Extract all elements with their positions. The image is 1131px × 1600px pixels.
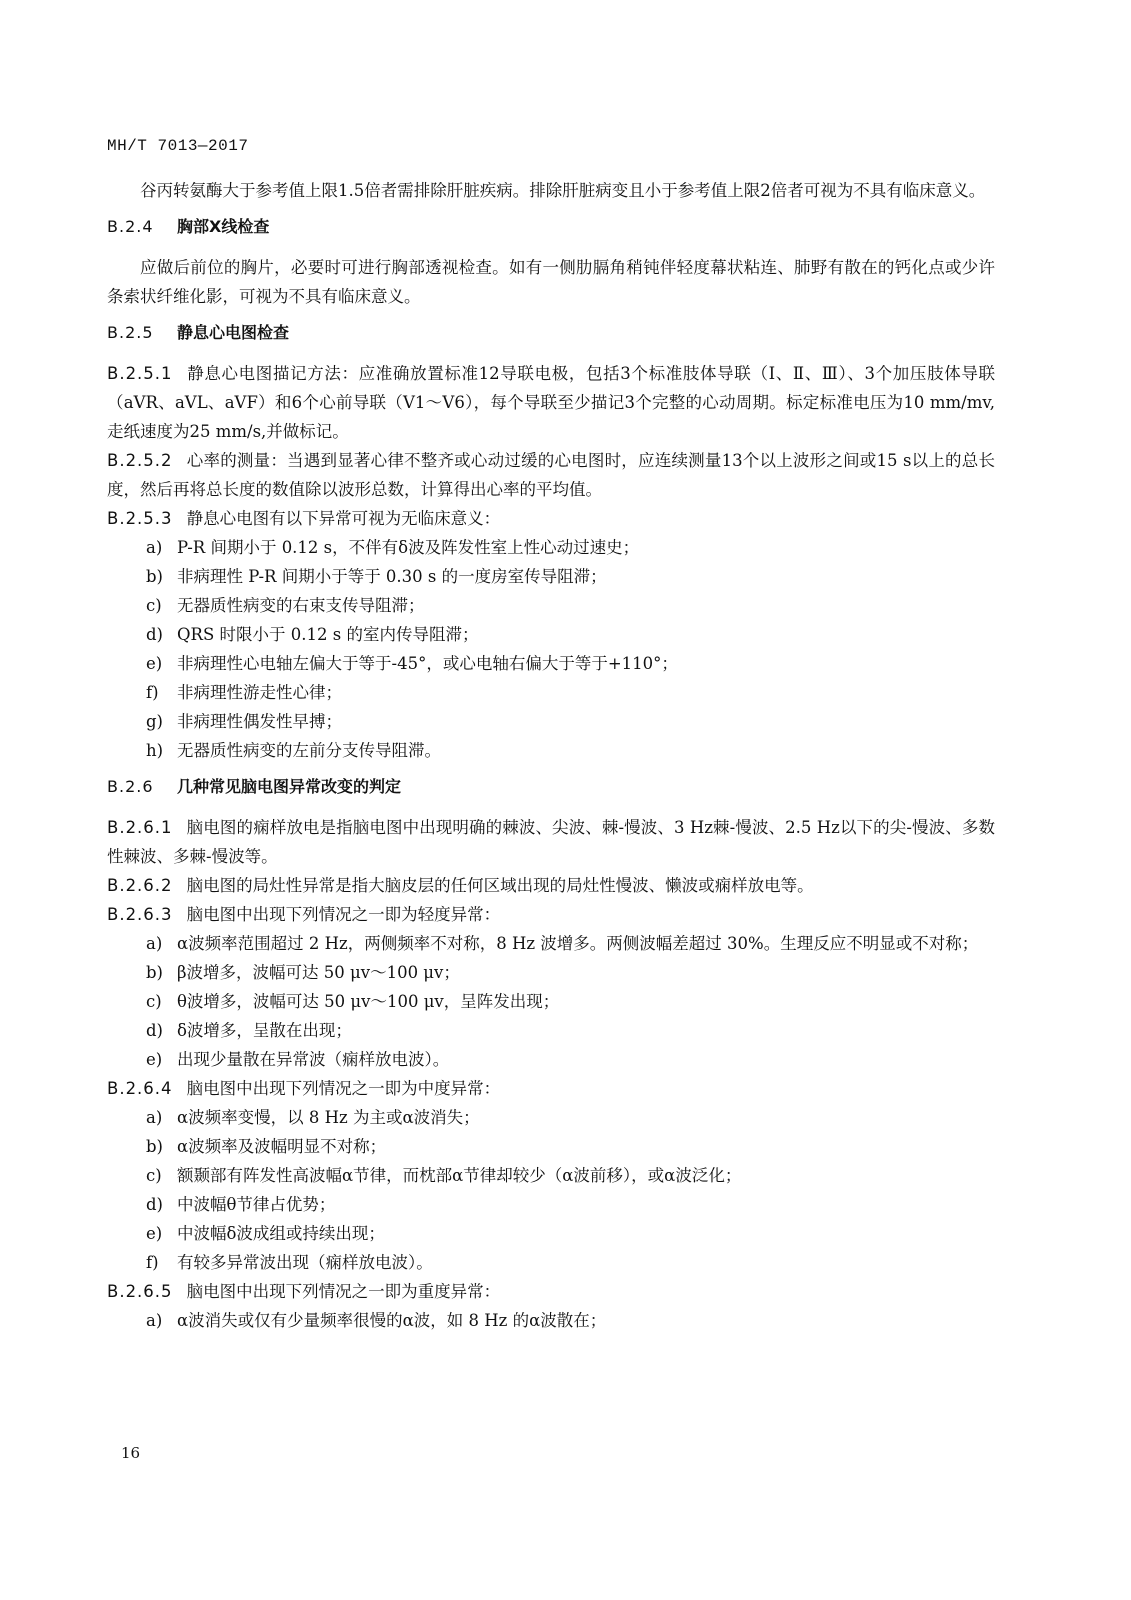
- list-item-text: 出现少量散在异常波（痫样放电波）。: [177, 1050, 450, 1069]
- list-item-letter: d): [146, 1195, 163, 1214]
- clause-b251: [107, 359, 995, 446]
- clause-number: B.2.6.1: [107, 818, 173, 837]
- list-item-letter: e): [146, 654, 163, 673]
- clause-text: 脑电图的痫样放电是指脑电图中出现明确的棘波、尖波、棘-慢波、3 Hz棘-慢波、2.5 Hz以下的尖-慢波、多数性棘波、多棘-慢波等。: [107, 818, 995, 866]
- list-item-letter: c): [146, 596, 162, 615]
- section-title: 静息心电图检查: [177, 323, 290, 342]
- list-item-letter: f): [146, 1253, 159, 1272]
- list-item: [107, 1103, 995, 1132]
- clause-b253: [107, 504, 995, 533]
- list-item-letter: d): [146, 625, 163, 644]
- clause-b261: [107, 813, 995, 871]
- list-item: [107, 591, 995, 620]
- list-item-text: β波增多，波幅可达 50 μv～100 μv；: [177, 963, 460, 982]
- list-item-text: 额颞部有阵发性高波幅α节律，而枕部α节律却较少（α波前移），或α波泛化；: [177, 1166, 742, 1185]
- section-heading-b24: [107, 214, 995, 240]
- clause-number: B.2.6.3: [107, 905, 173, 924]
- clause-text: 静息心电图描记方法：应准确放置标准12导联电极，包括3个标准肢体导联（Ⅰ、Ⅱ、Ⅲ）、3个加压肢体导联（aVR、aVL、aVF）和6个心前导联（V1～V6），每个导联至少描记3个完整的心动周期。标定标准电压为10 mm/mv,走纸速度为25 mm/s,并做标记。: [107, 364, 995, 441]
- section-title: 几种常见脑电图异常改变的判定: [177, 777, 402, 796]
- list-item-letter: b): [146, 567, 163, 586]
- clause-b264: [107, 1074, 995, 1103]
- list-item-text: 非病理性偶发性早搏；: [177, 712, 342, 731]
- clause-number: B.2.6.2: [107, 876, 173, 895]
- list-item: [107, 1306, 995, 1335]
- page-number: 16: [121, 1444, 141, 1462]
- list-item-text: 无器质性病变的右束支传导阻滞；: [177, 596, 425, 615]
- list-item-text: QRS 时限小于 0.12 s 的室内传导阻滞；: [177, 625, 479, 644]
- list-item-text: 中波幅δ波成组或持续出现；: [177, 1224, 385, 1243]
- list-item-letter: g): [146, 712, 163, 731]
- list-item-text: α波频率及波幅明显不对称；: [177, 1137, 387, 1156]
- list-item: [107, 620, 995, 649]
- clause-b265: [107, 1277, 995, 1306]
- list-item-text: θ波增多，波幅可达 50 μv～100 μv，呈阵发出现；: [177, 992, 560, 1011]
- clause-b262: [107, 871, 995, 900]
- section-number: B.2.6: [107, 777, 154, 796]
- clause-number: B.2.5.2: [107, 451, 173, 470]
- section-heading-b26: [107, 774, 995, 800]
- list-item: [107, 736, 995, 765]
- list-item-text: α波频率变慢，以 8 Hz 为主或α波消失；: [177, 1108, 480, 1127]
- list-item: [107, 533, 995, 562]
- clause-text: 脑电图中出现下列情况之一即为轻度异常：: [186, 905, 501, 924]
- section-number: B.2.5: [107, 323, 154, 342]
- clause-text: 脑电图中出现下列情况之一即为重度异常：: [186, 1282, 501, 1301]
- list-item: [107, 1161, 995, 1190]
- list-item-text: 非病理性 P-R 间期小于等于 0.30 s 的一度房室传导阻滞；: [177, 567, 607, 586]
- list-item-letter: e): [146, 1224, 163, 1243]
- list-item: [107, 678, 995, 707]
- clause-b263: [107, 900, 995, 929]
- list-item-letter: a): [146, 538, 163, 557]
- list-item-text: P-R 间期小于 0.12 s，不伴有δ波及阵发性室上性心动过速史；: [177, 538, 640, 557]
- list-item-text: α波消失或仅有少量频率很慢的α波，如 8 Hz 的α波散在；: [177, 1311, 607, 1330]
- clause-b252: [107, 446, 995, 504]
- list-item-letter: c): [146, 1166, 162, 1185]
- list-item-letter: f): [146, 683, 159, 702]
- list-item: [107, 1045, 995, 1074]
- intro-paragraph: 谷丙转氨酶大于参考值上限1.5倍者需排除肝脏疾病。排除肝脏病变且小于参考值上限2倍者可视为不具有临床意义。: [140, 181, 986, 200]
- clause-number: B.2.5.3: [107, 509, 173, 528]
- clause-text: 脑电图中出现下列情况之一即为中度异常：: [186, 1079, 501, 1098]
- list-item: [107, 707, 995, 736]
- list-item: [107, 1132, 995, 1161]
- list-item-text: 无器质性病变的左前分支传导阻滞。: [177, 741, 441, 760]
- list-item: [107, 1016, 995, 1045]
- clause-number: B.2.5.1: [107, 364, 173, 383]
- list-item-letter: b): [146, 1137, 163, 1156]
- clause-text: 心率的测量：当遇到显著心律不整齐或心动过缓的心电图时，应连续测量13个以上波形之间或15 s以上的总长度，然后再将总长度的数值除以波形总数，计算得出心率的平均值。: [107, 451, 995, 499]
- clause-number: B.2.6.4: [107, 1079, 173, 1098]
- document-body: [107, 176, 995, 1335]
- section-number: B.2.4: [107, 217, 154, 236]
- list-item-letter: e): [146, 1050, 163, 1069]
- list-item-text: 非病理性心电轴左偏大于等于-45°，或心电轴右偏大于等于+110°；: [177, 654, 678, 673]
- list-item-text: α波频率范围超过 2 Hz，两侧频率不对称，8 Hz 波增多。两侧波幅差超过 30%。生理反应不明显或不对称；: [177, 934, 979, 953]
- clause-text: 静息心电图有以下异常可视为无临床意义：: [186, 509, 501, 528]
- list-item: [107, 958, 995, 987]
- list-item-letter: h): [146, 741, 164, 760]
- list-item-letter: a): [146, 1108, 163, 1127]
- section-title: 胸部X线检查: [177, 217, 270, 236]
- list-item-text: 非病理性游走性心律；: [177, 683, 342, 702]
- list-item: [107, 987, 995, 1016]
- list-item-letter: a): [146, 1311, 163, 1330]
- list-item: [107, 929, 995, 958]
- section-b24-paragraph: 应做后前位的胸片，必要时可进行胸部透视检查。如有一侧肋膈角稍钝伴轻度幕状粘连、肺野有散在的钙化点或少许条索状纤维化影，可视为不具有临床意义。: [107, 258, 995, 306]
- list-item: [107, 1190, 995, 1219]
- list-item: [107, 1248, 995, 1277]
- list-item-text: δ波增多，呈散在出现；: [177, 1021, 352, 1040]
- list-item-letter: d): [146, 1021, 163, 1040]
- list-item: [107, 1219, 995, 1248]
- list-item: [107, 649, 995, 678]
- list-item-letter: b): [146, 963, 163, 982]
- clause-text: 脑电图的局灶性异常是指大脑皮层的任何区域出现的局灶性慢波、懒波或痫样放电等。: [186, 876, 814, 895]
- standard-code: MH/T 7013—2017: [107, 137, 249, 155]
- section-heading-b25: [107, 320, 995, 346]
- list-item-text: 中波幅θ节律占优势；: [177, 1195, 336, 1214]
- list-item-text: 有较多异常波出现（痫样放电波）。: [177, 1253, 433, 1272]
- list-item-letter: c): [146, 992, 162, 1011]
- clause-number: B.2.6.5: [107, 1282, 173, 1301]
- list-item: [107, 562, 995, 591]
- list-item-letter: a): [146, 934, 163, 953]
